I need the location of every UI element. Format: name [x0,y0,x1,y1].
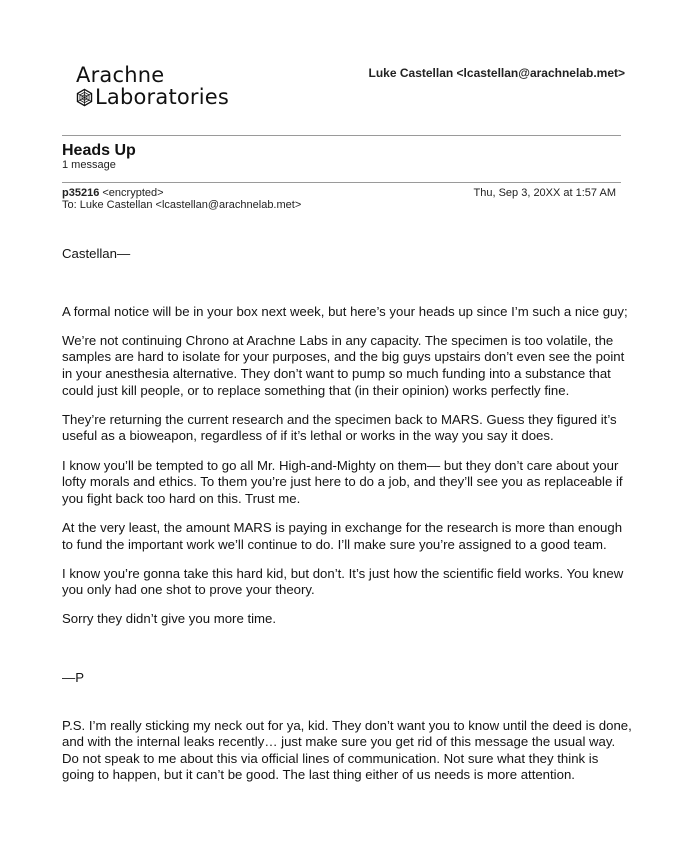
paragraph: They’re returning the current research and the specimen back to MARS. Guess they figured it’s useful as a bioweapon, regardless of if it’s lethal or works in the way you say it does. [62,411,617,444]
message-date: Thu, Sep 3, 20XX at 1:57 AM [473,187,616,199]
paragraph: I know you’ll be tempted to go all Mr. High-and-Mighty on them— but they don’t care about your lofty morals and ethics. To them you’re just here to do a job, and they’ll see you as replaceable if you fight back too hard on this. Trust me. [62,457,623,506]
message-count: 1 message [62,159,116,171]
paragraph: At the very least, the amount MARS is paying in exchange for the research is more than enough to fund the important work we’ll continue to do. I’ll make sure you’re assigned to a good team. [62,519,623,552]
sender-name: p35216 [62,187,100,199]
message-recipient: To: Luke Castellan <lcastellan@arachnelab.met> [62,199,302,211]
company-logo [76,64,229,108]
signature: —P [62,670,84,686]
paragraph: I know you’re gonna take this hard kid, but don’t. It’s just how the scientific field works. You knew you only had one shot to prove your theory. [62,565,624,598]
thread-subject: Heads Up [62,142,136,159]
greeting: Castellan— [62,246,131,261]
message-body [62,246,632,797]
postscript: P.S. I’m really sticking my neck out for ya, kid. They don’t want you to know until the deed is done, and with the internal leaks recently… just make sure you get rid of this message the usual way. Do not speak to me about this via official lines of communication. Not sure what they think is going to happen, but it can’t be good. The last thing either of us needs is more attention. [62,717,632,783]
divider [62,182,621,183]
paragraph: A formal notice will be in your box next week, but here’s your heads up since I’m such a nice guy; [62,303,628,319]
divider [62,135,621,136]
message-sender [62,187,164,199]
logo-text-laboratories: Laboratories [95,85,230,109]
paragraph: We’re not continuing Chrono at Arachne Labs in any capacity. The specimen is too volatile, the samples are hard to isolate for your purposes, and the big guys upstairs don’t even see the point in your anesthesia alternative. They don’t want to pump so much funding into a substance that could just kill people, or to replace something that (in their opinion) works perfectly fine. [62,332,625,398]
paragraph: Sorry they didn’t give you more time. [62,611,277,627]
sender-address: <encrypted> [102,187,164,199]
account-name: Luke Castellan <lcastellan@arachnelab.met> [368,66,625,80]
logo-text-arachne: Arachne [76,63,165,87]
spiderweb-hexagon-icon [75,88,94,107]
